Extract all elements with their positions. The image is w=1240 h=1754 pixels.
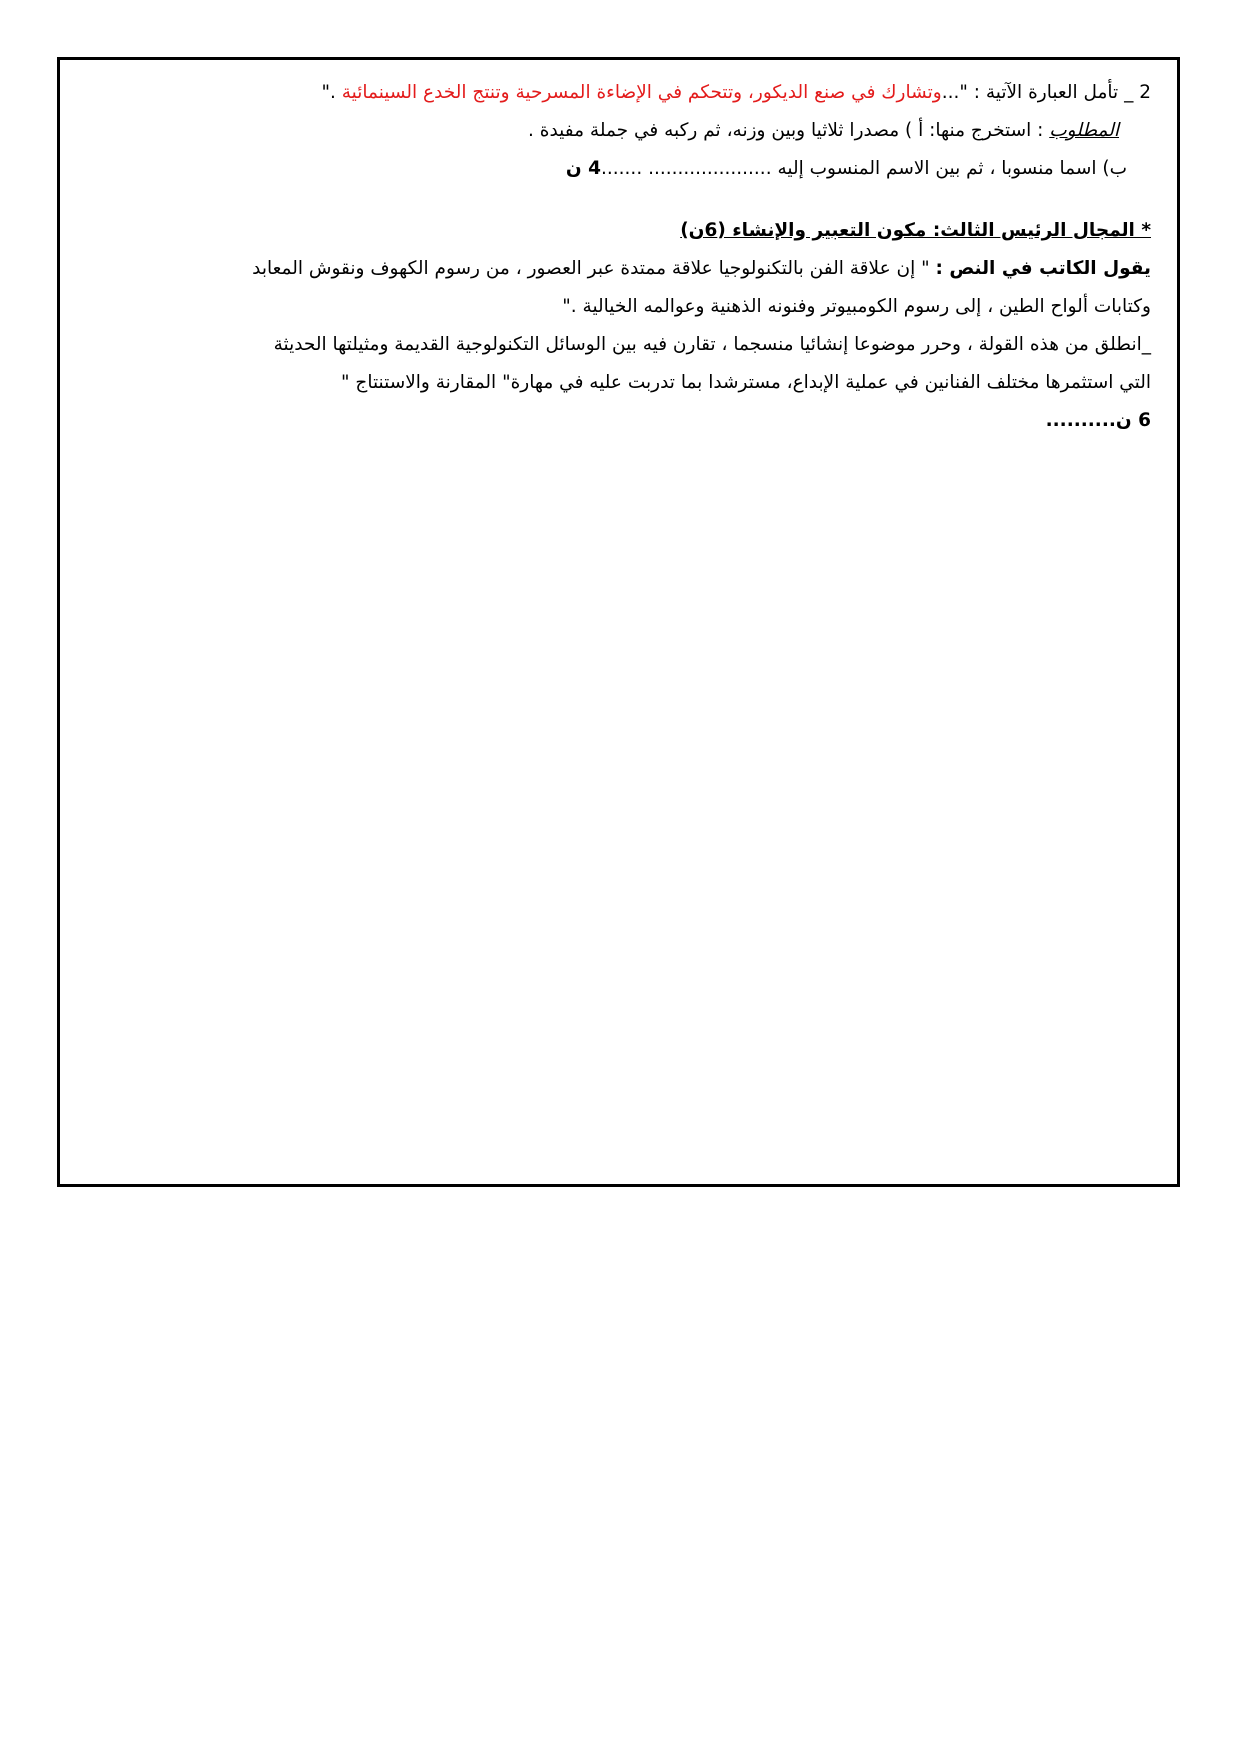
section3-quote-line1 bbox=[76, 250, 1151, 288]
section3-heading: * المجال الرئيس الثالث: مكون التعبير والإنشاء (6ن) bbox=[680, 220, 1151, 241]
q2-item-b bbox=[76, 150, 1151, 188]
required-colon: : bbox=[1031, 120, 1050, 141]
quote-text-1: " إن علاقة الفن بالتكنولوجيا علاقة ممتدة عبر العصور ، من رسوم الكهوف ونقوش المعابد bbox=[252, 258, 936, 279]
q2-quote: وتشارك في صنع الديكور، وتتحكم في الإضاءة المسرحية وتنتج الخدع السينمائية bbox=[341, 82, 942, 103]
q2-quote-end: ." bbox=[321, 82, 342, 103]
section3-score: 6 ن.......... bbox=[1045, 410, 1151, 431]
q2-required bbox=[76, 112, 1151, 150]
section3-quote-line2: وكتابات ألواح الطين ، إلى رسوم الكومبيوتر وفنونه الذهنية وعوالمه الخيالية ." bbox=[562, 296, 1151, 317]
section3-task-line1: _انطلق من هذه القولة ، وحرر موضوعا إنشائيا منسجما ، تقارن فيه بين الوسائل التكنولوجية القديمة ومثيلتها الحديثة bbox=[273, 334, 1151, 355]
section3-task-line2: التي استثمرها مختلف الفنانين في عملية الإبداع، مسترشدا بما تدربت عليه في مهارة" المقارنة والاستنتاج " bbox=[341, 372, 1151, 393]
required-label: المطلوب bbox=[1049, 120, 1119, 141]
item-b-text: ب) اسما منسوبا ، ثم بين الاسم المنسوب إليه ..................... ....... bbox=[601, 158, 1127, 179]
exam-content bbox=[60, 60, 1177, 440]
item-b-score: 4 ن bbox=[565, 158, 602, 179]
exam-page-frame bbox=[57, 57, 1180, 1187]
q2-statement bbox=[76, 74, 1151, 112]
q2-intro: 2 _ تأمل العبارة الآتية : "... bbox=[941, 82, 1151, 103]
item-a: استخرج منها: أ ) مصدرا ثلاثيا وبين وزنه، ثم ركبه في جملة مفيدة . bbox=[528, 120, 1032, 141]
quote-label: يقول الكاتب في النص : bbox=[935, 258, 1151, 279]
